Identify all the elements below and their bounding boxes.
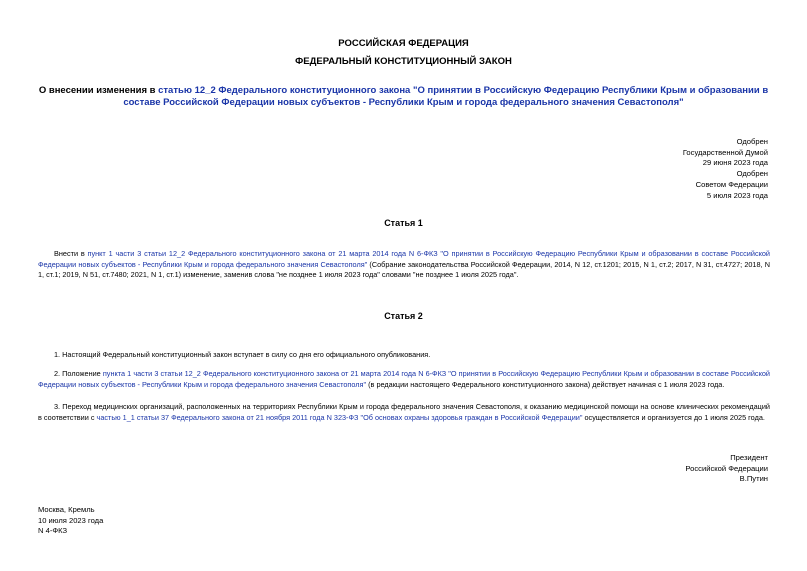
- article-1-text-before: Внести в: [54, 249, 88, 258]
- article-2-p2-before: 2. Положение: [54, 369, 103, 378]
- article-1-link[interactable]: пункт 1 части 3 статьи 12_2 Федерального конституционного закона от 21 марта 2014 года N 6-ФКЗ "О принятии в Российскую Федерацию Республики Крым и образовании в составе Российской Федерации новых субъектов - Республики Крым и города федерального значения Севастополя": [38, 249, 771, 269]
- document-number-line: N 4-ФКЗ: [38, 526, 68, 536]
- approval-line: Советом Федерации: [695, 179, 768, 189]
- approval-line: 5 июля 2023 года: [706, 190, 768, 200]
- article-2-p3-after: осуществляется и организуется до 1 июля 2025 года.: [582, 412, 765, 422]
- date-line: 10 июля 2023 года: [38, 515, 104, 525]
- law-title: [35, 85, 772, 109]
- article-2-p2-after: (в редакции настоящего Федерального конституционного закона) действует начиная с 1 июля 2023 года.: [366, 379, 725, 389]
- approval-line: Государственной Думой: [682, 147, 768, 157]
- signature-line: Российской Федерации: [685, 463, 768, 473]
- article-2-paragraph-1: 1. Настоящий Федеральный конституционный закон вступает в силу со дня его официального опубликования.: [54, 350, 431, 359]
- article-2-p2-link[interactable]: пункта 1 части 3 статьи 12_2 Федерального конституционного закона от 21 марта 2014 года N 6-ФКЗ "О принятии в Российскую Федерацию Республики Крым и образовании в составе Российской Федерации новых субъектов - Республики Крым и города федерального значения Севастополя": [38, 369, 770, 389]
- document-type-heading: ФЕДЕРАЛЬНЫЙ КОНСТИТУЦИОННЫЙ ЗАКОН: [295, 56, 512, 67]
- signature-block: [685, 453, 768, 485]
- signature-line: Президент: [730, 453, 768, 462]
- article-2-paragraph-3: [38, 402, 770, 423]
- article-2-p3-before: 3. Переход медицинских организаций, расположенных на территориях Республики Крым и города федерального значения Севастополя, к оказанию медицинской помощи на основе клинических рекомендаций в соответствии с: [38, 402, 770, 422]
- article-1-text-after: (Собрание законодательства Российской Федерации, 2014, N 12, ст.1201; 2015, N 1, ст.2; 2017, N 31, ст.4727; 2018, N 1, ст.1; 2019, N 51, ст.7480; 2021, N 1, ст.1) изменение, заменив слова "не позднее 1 июля 2023 года" словами "не позднее 1 июля 2025 года".: [38, 259, 770, 279]
- approval-line: Одобрен: [736, 137, 768, 146]
- law-title-prefix: О внесении изменения в: [38, 85, 159, 96]
- article-2-p3-link[interactable]: частью 1_1 статьи 37 Федерального закона от 21 ноября 2011 года N 323-ФЗ "Об основах охраны здоровья граждан в Российской Федерации": [96, 412, 583, 422]
- approval-line: 29 июня 2023 года: [702, 158, 768, 168]
- place-line: Москва, Кремль: [38, 505, 95, 514]
- signature-line: В.Путин: [739, 474, 768, 484]
- article-2-title: Статья 2: [384, 311, 423, 321]
- approval-line: Одобрен: [736, 169, 768, 179]
- approval-block: [683, 137, 768, 201]
- country-heading: РОССИЙСКАЯ ФЕДЕРАЦИЯ: [338, 38, 469, 49]
- article-2-paragraph-2: [38, 369, 770, 390]
- article-1-text: [38, 249, 770, 281]
- law-title-link[interactable]: статью 12_2 Федерального конституционного закона "О принятии в Российскую Федерацию Республики Крым и образовании в составе Российской Федерации новых субъектов - Республики Крым и города федерального значения Севастополя": [123, 85, 769, 108]
- article-1-title: Статья 1: [384, 218, 423, 228]
- place-date-block: [38, 505, 103, 537]
